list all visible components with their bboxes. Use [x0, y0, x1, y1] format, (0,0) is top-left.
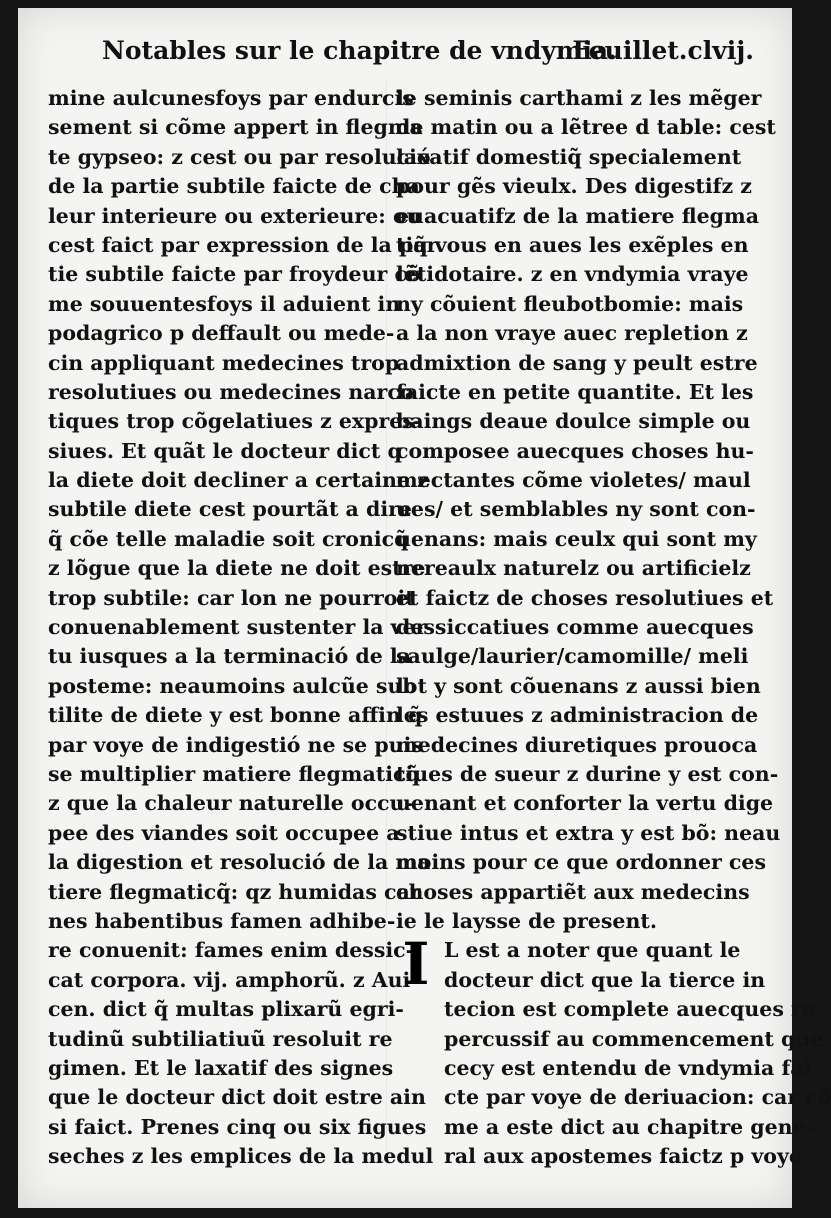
text-line: cat corpora. vij. amphorũ. z Aui	[48, 967, 411, 992]
text-line: z que la chaleur naturelle occu-	[48, 791, 413, 816]
text-line: uenans: mais ceulx qui sont my	[396, 526, 757, 551]
text-line: tiues de sueur z durine y est con-	[396, 761, 779, 786]
chapter-title: Notables sur le chapitre de vndymia.	[102, 36, 617, 65]
text-line: de matin ou a lẽtree d table: cest	[396, 115, 776, 140]
text-line: cte par voye de deriuacion: car cõ	[444, 1085, 831, 1110]
paragraph-lines	[396, 930, 831, 1171]
text-line: tecion est complete auecques re	[444, 997, 815, 1022]
text-line: mectantes cõme violetes/ maul	[396, 468, 751, 493]
text-line: ie le laysse de present.	[396, 908, 657, 933]
text-line: tilite de diete y est bonne affin q̃	[48, 703, 423, 728]
text-line: me a este dict au chapitre gene-	[444, 1114, 815, 1139]
left-text-column	[48, 84, 438, 1171]
text-line: medecines diuretiques prouoca	[396, 732, 758, 757]
new-paragraph	[396, 930, 831, 1171]
text-line: saulge/laurier/camomille/ meli	[396, 644, 749, 669]
text-line: euacuatifz de la matiere flegma	[396, 203, 759, 228]
text-line: moins pour ce que ordonner ces	[396, 850, 767, 875]
text-line: posteme: neaumoins aulcũe sub	[48, 673, 417, 698]
text-line: laxatif domestiq̃ specialement	[396, 144, 742, 169]
text-line: tiques trop cõgelatiues z expres-	[48, 409, 423, 434]
right-column-lines	[396, 84, 781, 936]
text-line: sement si cõme appert in flegma	[48, 115, 423, 140]
text-line: tie subtile faicte par froydeur cõ	[48, 262, 421, 287]
text-line: ues/ et semblables ny sont con-	[396, 497, 756, 522]
text-line: et faictz de choses resolutiues et	[396, 585, 774, 610]
text-line: subtile diete cest pourtãt a dire	[48, 497, 412, 522]
text-line: cin appliquant medecines trop	[48, 350, 400, 375]
folio-number: Feuillet.clvij.	[572, 36, 754, 65]
text-line: dessiccatiues comme auecques	[396, 615, 754, 640]
text-line: tudinũ subtiliatiuũ resoluit re	[48, 1026, 393, 1051]
text-line: a la non vraye auec repletion z	[396, 321, 748, 346]
text-line: mine aulcunesfoys par endurcis	[48, 86, 414, 110]
text-line: te gypseo: z cest ou par resolució	[48, 144, 431, 169]
text-line: seches z les emplices de la medul	[48, 1144, 434, 1169]
text-line: les estuues z administracion de	[396, 703, 759, 728]
text-line: q̃ cõe telle maladie soit cronicq̃	[48, 526, 409, 551]
text-line: podagrico p deffault ou mede-	[48, 321, 395, 346]
text-line: stiue intus et extra y est bõ: neau	[396, 820, 781, 845]
drop-cap-initial: I	[402, 930, 430, 999]
text-line: de la partie subtile faicte de cha	[48, 174, 420, 199]
right-text-column	[396, 84, 831, 1171]
text-line: que le docteur dict doit estre ain	[48, 1085, 426, 1110]
text-line: baings deaue doulce simple ou	[396, 409, 751, 434]
text-line: uenant et conforter la vertu dige	[396, 791, 774, 816]
text-line: se multiplier matiere flegmaticq̃	[48, 761, 420, 786]
text-line: admixtion de sang y peult estre	[396, 350, 758, 375]
text-line: gimen. Et le laxatif des signes	[48, 1055, 394, 1080]
text-line: faicte en petite quantite. Et les	[396, 379, 754, 404]
text-line: z lõgue que la diete ne doit estre	[48, 556, 426, 581]
text-line: siues. Et quãt le docteur dict q	[48, 438, 402, 463]
text-line: tu iusques a la terminació de la	[48, 644, 411, 669]
text-line: cecy est entendu de vndymia fai	[444, 1055, 812, 1080]
text-line: le seminis carthami z les mẽger	[396, 86, 762, 110]
text-line: cen. dict q̃ multas plixarũ egri-	[48, 997, 404, 1022]
text-line: cest faict par expression de la par	[48, 232, 438, 257]
text-line: docteur dict que la tierce in	[444, 967, 766, 992]
text-line: nes habentibus famen adhibe-	[48, 908, 396, 933]
text-line: percussif au commencement que	[444, 1026, 824, 1051]
text-line: choses appartiẽt aux medecins	[396, 879, 750, 904]
text-line: si faict. Prenes cinq ou six figues	[48, 1114, 427, 1139]
text-line: conuenablement sustenter la ver	[48, 615, 427, 640]
text-line: la digestion et resolució de la ma	[48, 850, 431, 875]
text-line: lot y sont cõuenans z aussi bien	[396, 673, 761, 698]
text-line: pour gẽs vieulx. Des digestifz z	[396, 174, 752, 199]
text-line: ral aux apostemes faictz p voye	[444, 1144, 802, 1169]
running-head	[102, 36, 754, 70]
text-line: composee auecques choses hu-	[396, 438, 754, 463]
text-line: resolutiues ou medecines narco	[48, 379, 414, 404]
text-line: me souuentesfoys il aduient in	[48, 291, 401, 316]
text-line: lẽtidotaire. z en vndymia vraye	[396, 262, 749, 287]
text-line: nereaulx naturelz ou artificielz	[396, 556, 751, 581]
text-line: pee des viandes soit occupee a	[48, 820, 400, 845]
text-line: trop subtile: car lon ne pourroit	[48, 585, 415, 610]
book-page	[18, 8, 831, 1208]
text-line: L est a noter que quant le	[444, 938, 741, 963]
text-line: par voye de indigestió ne se puis	[48, 732, 423, 757]
text-line: ny cõuient fleubotbomie: mais	[396, 291, 744, 316]
text-line: la diete doit decliner a certaine z	[48, 468, 429, 493]
text-line: re conuenit: fames enim dessic-	[48, 938, 415, 963]
text-line: leur interieure ou exterieure: ou	[48, 203, 422, 228]
text-line: tiq̃ vous en aues les exẽples en	[396, 232, 749, 257]
text-line: tiere flegmaticq̃: qz humidas car	[48, 879, 421, 904]
